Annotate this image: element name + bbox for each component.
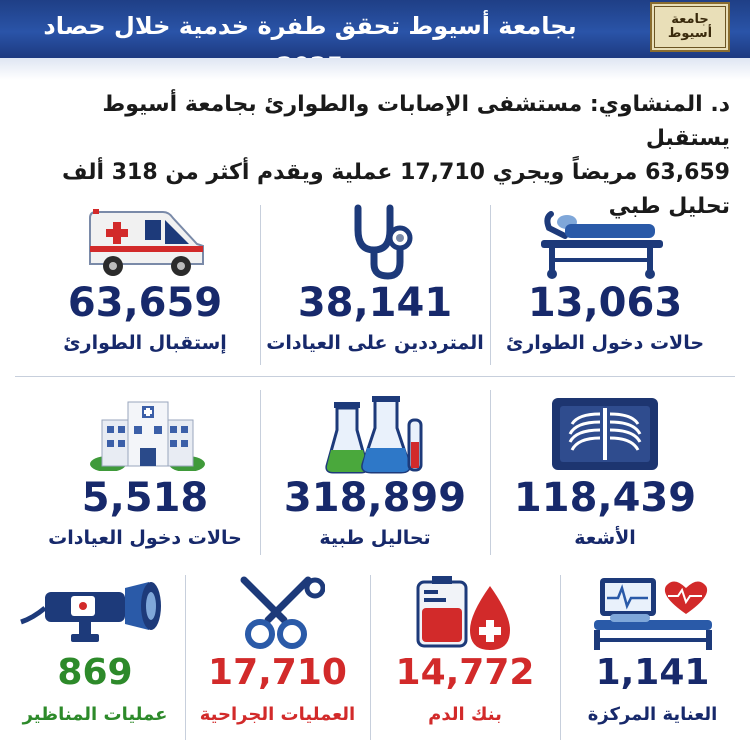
stat-value: 17,710 xyxy=(208,652,347,693)
header-band xyxy=(0,58,750,80)
subtitle-line1: د. المنشاوي: مستشفى الإصابات والطوارئ بجامعة أسيوط يستقبل xyxy=(102,92,730,151)
stat-value: 63,659 xyxy=(67,280,223,326)
subtitle-line2: 63,659 مريضاً ويجري 17,710 عملية ويقدم أكثر من 318 ألف تحليل طبي xyxy=(62,160,730,219)
stat-radiology xyxy=(490,390,720,560)
stat-value: 869 xyxy=(57,652,133,693)
stat-value: 1,141 xyxy=(595,652,710,693)
stat-value: 5,518 xyxy=(81,475,209,521)
university-logo xyxy=(650,2,730,52)
stat-emergency-reception xyxy=(30,200,260,370)
stat-label: حالات دخول العيادات xyxy=(48,527,242,549)
stat-clinic-visitors xyxy=(260,200,490,370)
stat-label: العناية المركزة xyxy=(587,704,718,725)
stat-value: 318,899 xyxy=(283,475,467,521)
xray-icon xyxy=(550,396,660,472)
stat-label: العمليات الجراحية xyxy=(199,704,356,725)
stat-clinic-admissions xyxy=(30,390,260,560)
stat-value: 14,772 xyxy=(395,652,535,693)
stat-label: عمليات المناظير xyxy=(22,704,168,725)
header-title: بجامعة أسيوط تحقق طفرة خدمية خلال حصاد xyxy=(43,12,577,40)
header-banner xyxy=(0,0,750,58)
stat-label: إستقبال الطوارئ xyxy=(63,332,227,354)
stat-value: 118,439 xyxy=(513,475,697,521)
hospital-building-icon xyxy=(90,396,205,471)
stat-blood-bank xyxy=(370,570,560,750)
endoscope-camera-icon xyxy=(15,578,175,648)
stat-label: الأشعة xyxy=(574,527,636,549)
stat-value: 38,141 xyxy=(297,280,453,326)
lab-flasks-icon xyxy=(325,394,425,474)
logo-text-bottom: أسيوط xyxy=(667,26,713,41)
stat-label: حالات دخول الطوارئ xyxy=(505,332,705,354)
surgical-scissors-icon xyxy=(230,574,325,652)
stat-label: تحاليل طبية xyxy=(319,527,431,549)
stat-icu xyxy=(560,570,745,750)
stat-label: بنك الدم xyxy=(428,704,502,725)
stat-value: 13,063 xyxy=(527,280,683,326)
stat-endoscopy xyxy=(5,570,185,750)
stat-label: المترددين على العيادات xyxy=(266,332,484,354)
stat-emergency-admissions xyxy=(490,200,720,370)
blood-bank-icon xyxy=(410,574,520,654)
ambulance-icon xyxy=(85,208,210,278)
divider xyxy=(15,376,735,377)
hospital-bed-icon xyxy=(535,206,665,281)
stat-surgeries xyxy=(185,570,370,750)
stat-lab-tests xyxy=(260,390,490,560)
stethoscope-icon xyxy=(340,202,420,282)
icu-monitor-icon xyxy=(590,574,715,654)
logo-text-top: جامعة xyxy=(671,12,709,27)
